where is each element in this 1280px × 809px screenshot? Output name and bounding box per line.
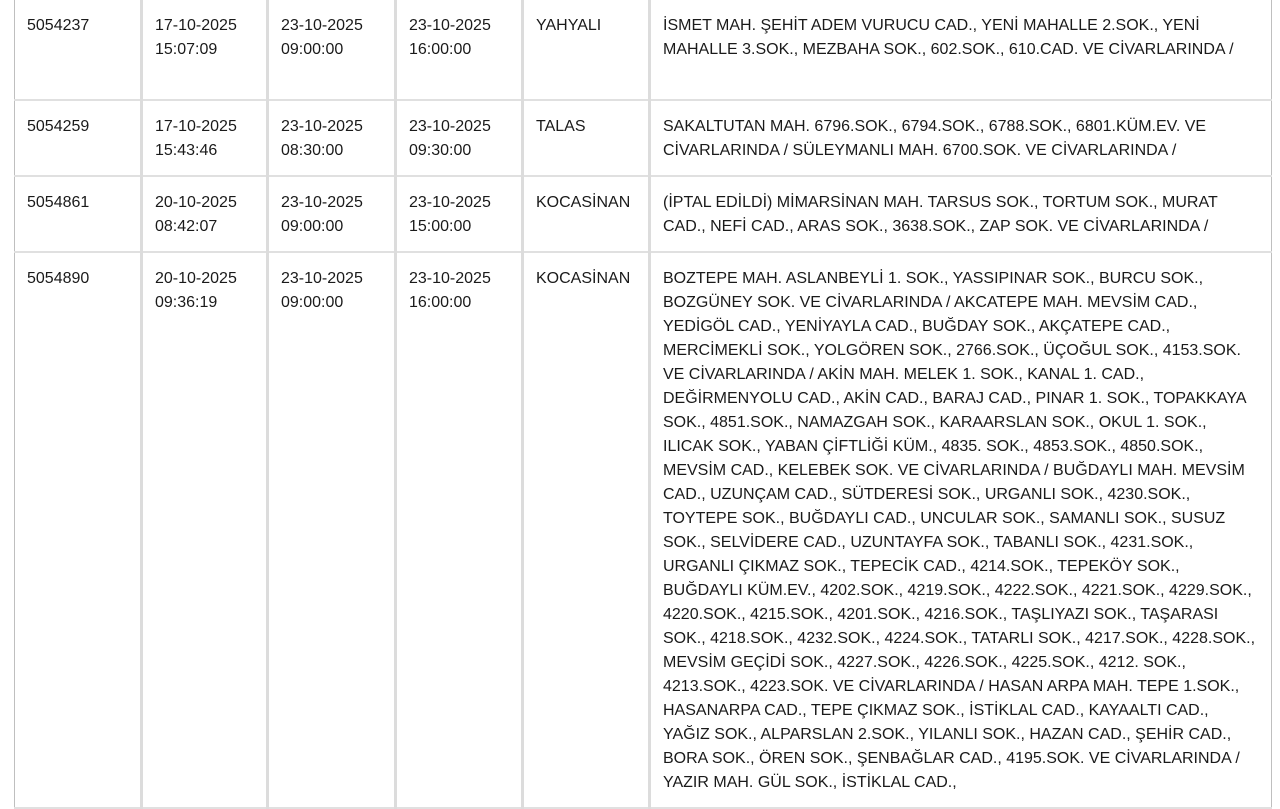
created-date: 17-10-2025 (155, 17, 237, 34)
outage-table (14, 0, 1272, 809)
end-time: 16:00:00 (409, 294, 472, 311)
end-time: 09:30:00 (409, 142, 472, 159)
end-datetime (396, 0, 523, 100)
start-date: 23-10-2025 (281, 194, 363, 211)
end-date: 23-10-2025 (409, 270, 491, 287)
address-list: BOZTEPE MAH. ASLANBEYLİ 1. SOK., YASSIPINAR SOK., BURCU SOK., BOZGÜNEY SOK. VE CİVARLARINDA / AKCATEPE MAH. MEVSİM CAD., YEDİGÖL CAD., YENİYAYLA CAD., BUĞDAY SOK., AKÇATEPE CAD., MERCİMEKLİ SOK., YOLGÖREN SOK., 2766.SOK., ÜÇOĞUL SOK., 4153.SOK. VE CİVARLARINDA / AKİN MAH. MELEK 1. SOK., KANAL 1. CAD., DEĞİRMENYOLU CAD., AKİN CAD., BARAJ CAD., PINAR 1. SOK., TOPAKKAYA SOK., 4851.SOK., NAMAZGAH SOK., KARAARSLAN SOK., OKUL 1. SOK., ILICAK SOK., YABAN ÇİFTLİĞİ KÜM., 4835. SOK., 4853.SOK., 4850.SOK., MEVSİM CAD., KELEBEK SOK. VE CİVARLARINDA / BUĞDAYLI MAH. MEVSİM CAD., UZUNÇAM CAD., SÜTDERESİ SOK., URGANLI SOK., 4230.SOK., TOYTEPE SOK., BUĞDAYLI CAD., UNCULAR SOK., SAMANLI SOK., SUSUZ SOK., SELVİDERE CAD., UZUNTAYFA SOK., TABANLI SOK., 4231.SOK., URGANLI ÇIKMAZ SOK., TEPECİK CAD., 4214.SOK., TEPEKÖY SOK., BUĞDAYLI KÜM.EV., 4202.SOK., 4219.SOK., 4222.SOK., 4221.SOK., 4229.SOK., 4220.SOK., 4215.SOK., 4201.SOK., 4216.SOK., TAŞLIYAZI SOK., TAŞARASI SOK., 4218.SOK., 4232.SOK., 4224.SOK., TATARLI SOK., 4217.SOK., 4228.SOK., MEVSİM GEÇİDİ SOK., 4227.SOK., 4226.SOK., 4225.SOK., 4212. SOK., 4213.SOK., 4223.SOK. VE CİVARLARINDA / HASAN ARPA MAH. TEPE 1.SOK., HASANARPA CAD., TEPE ÇIKMAZ SOK., İSTİKLAL CAD., KAYAALTI CAD., YAĞIZ SOK., ALPARSLAN 2.SOK., YILANLI SOK., HAZAN CAD., ŞEHİR CAD., BORA SOK., ÖREN SOK., ŞENBAĞLAR CAD., 4195.SOK. VE CİVARLARINDA / YAZIR MAH. GÜL SOK., İSTİKLAL CAD., (650, 252, 1272, 808)
address-list: İSMET MAH. ŞEHİT ADEM VURUCU CAD., YENİ MAHALLE 2.SOK., YENİ MAHALLE 3.SOK., MEZBAHA SOK., 602.SOK., 610.CAD. VE CİVARLARINDA / (650, 0, 1272, 100)
created-time: 08:42:07 (155, 218, 218, 235)
end-date: 23-10-2025 (409, 17, 491, 34)
outage-id: 5054237 (15, 0, 142, 100)
start-date: 23-10-2025 (281, 118, 363, 135)
end-datetime (396, 176, 523, 252)
created-date: 20-10-2025 (155, 270, 237, 287)
start-datetime (268, 100, 396, 176)
end-time: 15:00:00 (409, 218, 472, 235)
start-datetime (268, 252, 396, 808)
district: KOCASİNAN (523, 252, 650, 808)
district: TALAS (523, 100, 650, 176)
start-datetime (268, 176, 396, 252)
created-datetime (142, 0, 268, 100)
district: YAHYALI (523, 0, 650, 100)
table-row (15, 176, 1272, 252)
created-time: 15:43:46 (155, 142, 218, 159)
end-datetime (396, 252, 523, 808)
end-datetime (396, 100, 523, 176)
start-datetime (268, 0, 396, 100)
created-time: 15:07:09 (155, 41, 218, 58)
created-datetime (142, 100, 268, 176)
start-time: 08:30:00 (281, 142, 344, 159)
start-time: 09:00:00 (281, 41, 344, 58)
outage-id: 5054861 (15, 176, 142, 252)
address-list: SAKALTUTAN MAH. 6796.SOK., 6794.SOK., 6788.SOK., 6801.KÜM.EV. VE CİVARLARINDA / SÜLEYMANLI MAH. 6700.SOK. VE CİVARLARINDA / (650, 100, 1272, 176)
created-date: 17-10-2025 (155, 118, 237, 135)
start-time: 09:00:00 (281, 294, 344, 311)
end-date: 23-10-2025 (409, 194, 491, 211)
start-time: 09:00:00 (281, 218, 344, 235)
address-list: (İPTAL EDİLDİ) MİMARSİNAN MAH. TARSUS SOK., TORTUM SOK., MURAT CAD., NEFİ CAD., ARAS SOK., 3638.SOK., ZAP SOK. VE CİVARLARINDA / (650, 176, 1272, 252)
created-datetime (142, 252, 268, 808)
created-date: 20-10-2025 (155, 194, 237, 211)
end-time: 16:00:00 (409, 41, 472, 58)
end-date: 23-10-2025 (409, 118, 491, 135)
outage-id: 5054259 (15, 100, 142, 176)
outage-id: 5054890 (15, 252, 142, 808)
table-row (15, 100, 1272, 176)
created-datetime (142, 176, 268, 252)
outage-table-body (15, 0, 1272, 808)
table-row (15, 252, 1272, 808)
start-date: 23-10-2025 (281, 270, 363, 287)
district: KOCASİNAN (523, 176, 650, 252)
start-date: 23-10-2025 (281, 17, 363, 34)
table-row (15, 0, 1272, 100)
created-time: 09:36:19 (155, 294, 218, 311)
